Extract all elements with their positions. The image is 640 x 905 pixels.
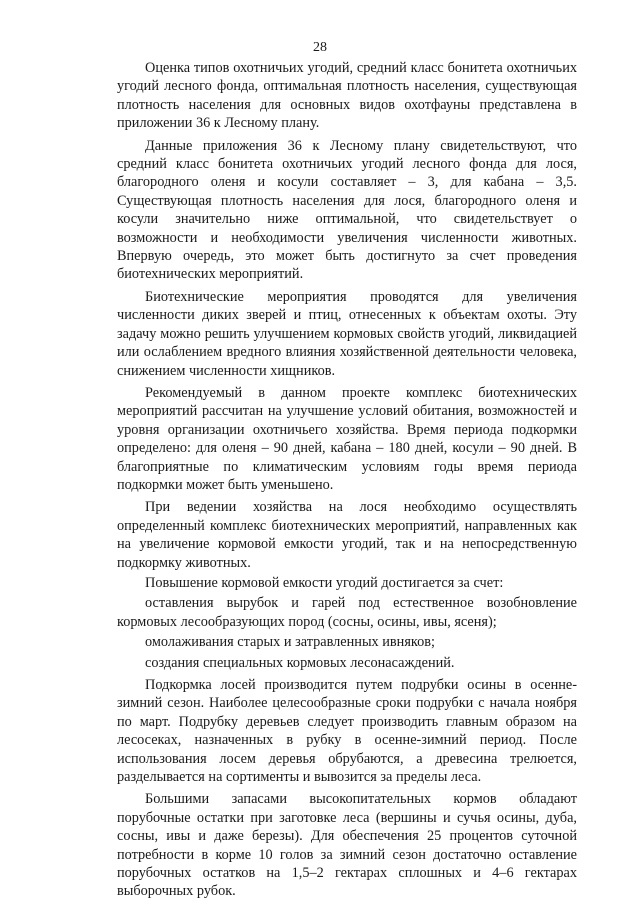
paragraph: Рекомендуемый в данном проекте комплекс биотехнических мероприятий рассчитан на улучшение условий обитания, возможностей и уровня организации охотничьего хозяйства. Время периода подкормки определено: для оленя – 90 дней, кабана – 180 дней, косули – 90 дней. В благоприятные по климатическим условиям годы время периода подкормки может быть уменьшено. — [117, 384, 577, 493]
paragraph: Данные приложения 36 к Лесному плану свидетельствуют, что средний класс бонитета охотничьих угодий лесного фонда для лося, благородного оленя и косули составляет – 3, для кабана – 3,5. Существующая плотность населения для лося, благородного оленя и косули значительно ниже оптимальной, что свидетельствует о возможности и необходимости увеличения численности животных. Впервую очередь, это может быть достигнуто за счет проведения биотехнических мероприятий. — [117, 137, 577, 283]
paragraph: Подкормка лосей производится путем подрубки осины в осенне-зимний сезон. Наиболее целесообразные сроки подрубки с начала ноября по март. Подрубку деревьев следует производить главным образом на лесосеках, назначенных в рубку в осенне-зимний период. После использования лосем деревья обрубаются, а древесина трелюется, разделывается на сортименты и вывозится за пределы леса. — [117, 677, 577, 786]
list-item: оставления вырубок и гарей под естественное возобновление кормовых лесообразующих пород (сосны, осины, ивы, ясеня); — [117, 595, 577, 630]
paragraph: При ведении хозяйства на лося необходимо осуществлять определенный комплекс биотехнических мероприятий, направленных как на увеличение кормовой емкости угодий, так и на непосредственную подкормку животных. — [117, 499, 577, 571]
list-item: омолаживания старых и затравленных ивняков; — [145, 634, 436, 651]
paragraph: Большими запасами высокопитательных кормов обладают порубочные остатки при заготовке леса (вершины и сучья осины, дуба, сосны, ивы и даже березы). Для обеспечения 25 процентов суточной потребности в корме 10 голов за зимний сезон достаточно оставление порубочных остатков на 1,5–2 гектарах сплошных и 4–6 гектарах выборочных рубок. — [117, 791, 577, 900]
paragraph: Биотехнические мероприятия проводятся для увеличения численности диких зверей и птиц, отнесенных к объектам охоты. Эту задачу можно решить улучшением кормовых свойств угодий, ликвидацией или ослаблением вредного влияния хозяйственной деятельности человека, снижением численности хищников. — [117, 288, 577, 379]
document-body — [117, 59, 577, 903]
paragraph: Повышение кормовой емкости угодий достигается за счет: — [145, 574, 504, 591]
page-number: 28 — [313, 40, 327, 55]
list-item: создания специальных кормовых лесонасаждений. — [145, 654, 455, 671]
paragraph: Оценка типов охотничьих угодий, средний класс бонитета охотничьих угодий лесного фонда, оптимальная плотность населения, существующая плотность населения для основных видов охотфауны представлена в приложении 36 к Лесному плану. — [117, 60, 577, 132]
